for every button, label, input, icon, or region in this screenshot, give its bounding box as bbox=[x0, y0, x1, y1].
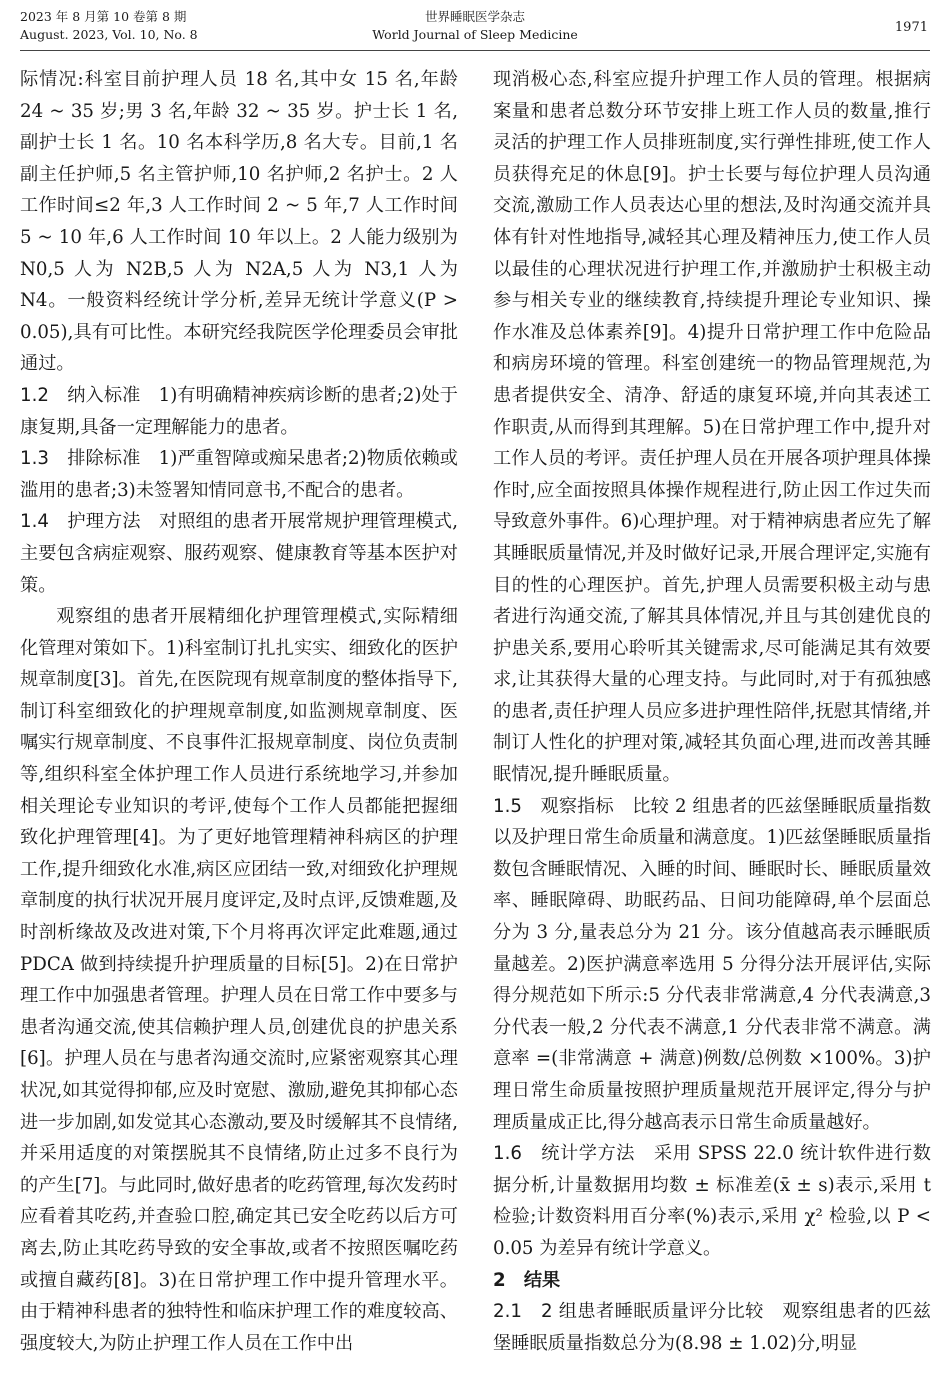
section-1-3-body: 1)严重智障或痴呆患者;2)物质依赖或滥用的患者;3)未签署知情同意书,不配合的患者。 bbox=[20, 448, 458, 501]
section-1-3 bbox=[20, 443, 458, 506]
section-1-4 bbox=[20, 506, 458, 601]
right-column bbox=[493, 64, 931, 1359]
section-1-6-body: 采用 SPSS 22.0 统计软件进行数据分析,计量数据用均数 ± 标准差(x̄ ± s)表示,采用 t 检验;计数资料用百分率(%)表示,采用 χ² 检验,以 P < 0.05 为差异有统计学意义。 bbox=[493, 1143, 931, 1259]
issue-date-en: August. 2023, Vol. 10, No. 8 bbox=[20, 27, 198, 42]
section-2-heading: 2 结果 bbox=[493, 1269, 561, 1291]
journal-title-cn: 世界睡眠医学杂志 bbox=[424, 9, 525, 24]
section-1-2-heading: 1.2 纳入标准 bbox=[20, 384, 141, 406]
general-info-paragraph: 际情况:科室目前护理人员 18 名,其中女 15 名,年龄 24 ~ 35 岁;男 3 名,年龄 32 ~ 35 岁。护士长 1 名,副护士长 1 名。10 名本科学历,8 名大专。目前,1 名副主任护师,5 名主管护师,10 名护师,2 名护士。2 人工作时间≤2 年,3 人工作时间 2 ~ 5 年,7 人工作时间 5 ~ 10 年,6 人工作时间 10 年以上。2 人能力级别为 N0,5 人为 N2B,5 人为 N2A,5 人为 N3,1 人为 N4。一般资料经统计学分析,差异无统计学意义(P > 0.05),具有可比性。本研究经我院医学伦理委员会审批通过。 bbox=[20, 69, 458, 375]
continued-paragraph: 现消极心态,科室应提升护理工作人员的管理。根据病案量和患者总数分环节安排上班工作人员的数量,推行灵活的护理工作人员排班制度,实行弹性排班,使工作人员获得充足的休息[9]。护士长要与每位护理人员沟通交流,激励工作人员表达心里的想法,及时沟通交流并具体有针对性地指导,减轻其心理及精神压力,使工作人员以最佳的心理状况进行护理工作,并激励护士积极主动参与相关专业的继续教育,持续提升理论专业知识、操作水准及总体素养[9]。4)提升日常护理工作中危险品和病房环境的管理。科室创建统一的物品管理规范,为患者提供安全、清净、舒适的康复环境,并向其表述工作职责,从而得到其理解。5)在日常护理工作中,提升对工作人员的考评。责任护理人员在开展各项护理具体操作时,应全面按照具体操作规程进行,防止因工作过失而导致意外事件。6)心理护理。对于精神病患者应先了解其睡眠质量情况,并及时做好记录,开展合理评定,实施有目的性的心理医护。首先,护理人员需要积极主动与患者进行沟通交流,了解其具体情况,并且与其创建优良的护患关系,要用心聆听其关键需求,尽可能满足其有效要求,让其获得大量的心理支持。与此同时,对于有孤独感的患者,责任护理人员应多进护理性陪伴,抚慰其情绪,并制订人性化的护理对策,减轻其负面心理,进而改善其睡眠情况,提升睡眠质量。 bbox=[493, 69, 931, 786]
section-1-5-heading: 1.5 观察指标 bbox=[493, 795, 614, 817]
section-1-2-body: 1)有明确精神疾病诊断的患者;2)处于康复期,具备一定理解能力的患者。 bbox=[20, 384, 458, 438]
section-2-1-heading: 2.1 2 组患者睡眠质量评分比较 bbox=[493, 1301, 764, 1323]
section-1-6 bbox=[493, 1138, 931, 1264]
section-2-1-body: 观察组患者的匹兹堡睡眠质量指数总分为(8.98 ± 1.02)分,明显 bbox=[493, 1301, 931, 1354]
page-number: 1971 bbox=[894, 20, 928, 35]
journal-title-en: World Journal of Sleep Medicine bbox=[372, 27, 578, 42]
section-1-5-body: 比较 2 组患者的匹兹堡睡眠质量指数以及护理日常生命质量和满意度。1)匹兹堡睡眠质量指数包含睡眠情况、入睡的时间、睡眠时长、睡眠质量效率、睡眠障碍、助眠药品、日间功能障碍,单个层面总分为 3 分,量表总分为 21 分。该分值越高表示睡眠质量越差。2)医护满意率选用 5 分得分法开展评估,实际得分规范如下所示:5 分代表非常满意,4 分代表满意,3 分代表一般,2 分代表不满意,1 分代表非常不满意。满意率 =(非常满意 + 满意)例数/总例数 ×100%。3)护理日常生命质量按照护理质量规范开展评定,得分与护理质量成正比,得分越高表示日常生命质量越好。 bbox=[493, 795, 931, 1133]
section-1-4-heading: 1.4 护理方法 bbox=[20, 511, 141, 533]
section-1-4-body: 对照组的患者开展常规护理管理模式,主要包含病症观察、服药观察、健康教育等基本医护对策。 bbox=[20, 511, 458, 596]
header-rule bbox=[20, 50, 930, 51]
page-header bbox=[0, 0, 950, 50]
observation-group-paragraph: 观察组的患者开展精细化护理管理模式,实际精细化管理对策如下。1)科室制订扎扎实实、细致化的医护规章制度[3]。首先,在医院现有规章制度的整体指导下,制订科室细致化的护理规章制度,如监测规章制度、医嘱实行规章制度、不良事件汇报规章制度、岗位负责制等,组织科室全体护理工作人员进行系统地学习,并参加相关理论专业知识的考评,使每个工作人员都能把握细致化护理管理[4]。为了更好地管理精神科病区的护理工作,提升细致化水准,病区应团结一致,对细致化护理规章制度的执行状况开展月度评定,及时点评,反馈难题,及时剖析缘故及改进对策,下个月将再次评定此难题,通过 PDCA 做到持续提升护理质量的目标[5]。2)在日常护理工作中加强患者管理。护理人员在日常工作中要多与患者沟通交流,使其信赖护理人员,创建优良的护患关系[6]。护理人员在与患者沟通交流时,应紧密观察其心理状况,如其觉得抑郁,应及时宽慰、激励,避免其抑郁心态进一步加剧,如发觉其心态激动,要及时缓解其不良情绪,并采用适度的对策摆脱其不良情绪,防止过多不良行为的产生[7]。与此同时,做好患者的吃药管理,每次发药时应看着其吃药,并查验口腔,确定其已安全吃药以后方可离去,防止其吃药导致的安全事故,或者不按照医嘱吃药或擅自藏药[8]。3)在日常护理工作中提升管理水平。由于精神科患者的独特性和临床护理工作的难度较高、强度较大,为防止护理工作人员在工作中出 bbox=[20, 606, 458, 1354]
left-column bbox=[20, 64, 458, 1359]
section-1-3-heading: 1.3 排除标准 bbox=[20, 448, 141, 470]
issue-date-cn: 2023 年 8 月第 10 卷第 8 期 bbox=[20, 9, 187, 24]
section-1-5 bbox=[493, 791, 931, 1139]
section-1-6-heading: 1.6 统计学方法 bbox=[493, 1143, 636, 1165]
journal-title bbox=[0, 8, 950, 44]
section-1-2 bbox=[20, 380, 458, 443]
section-2-1 bbox=[493, 1296, 931, 1359]
